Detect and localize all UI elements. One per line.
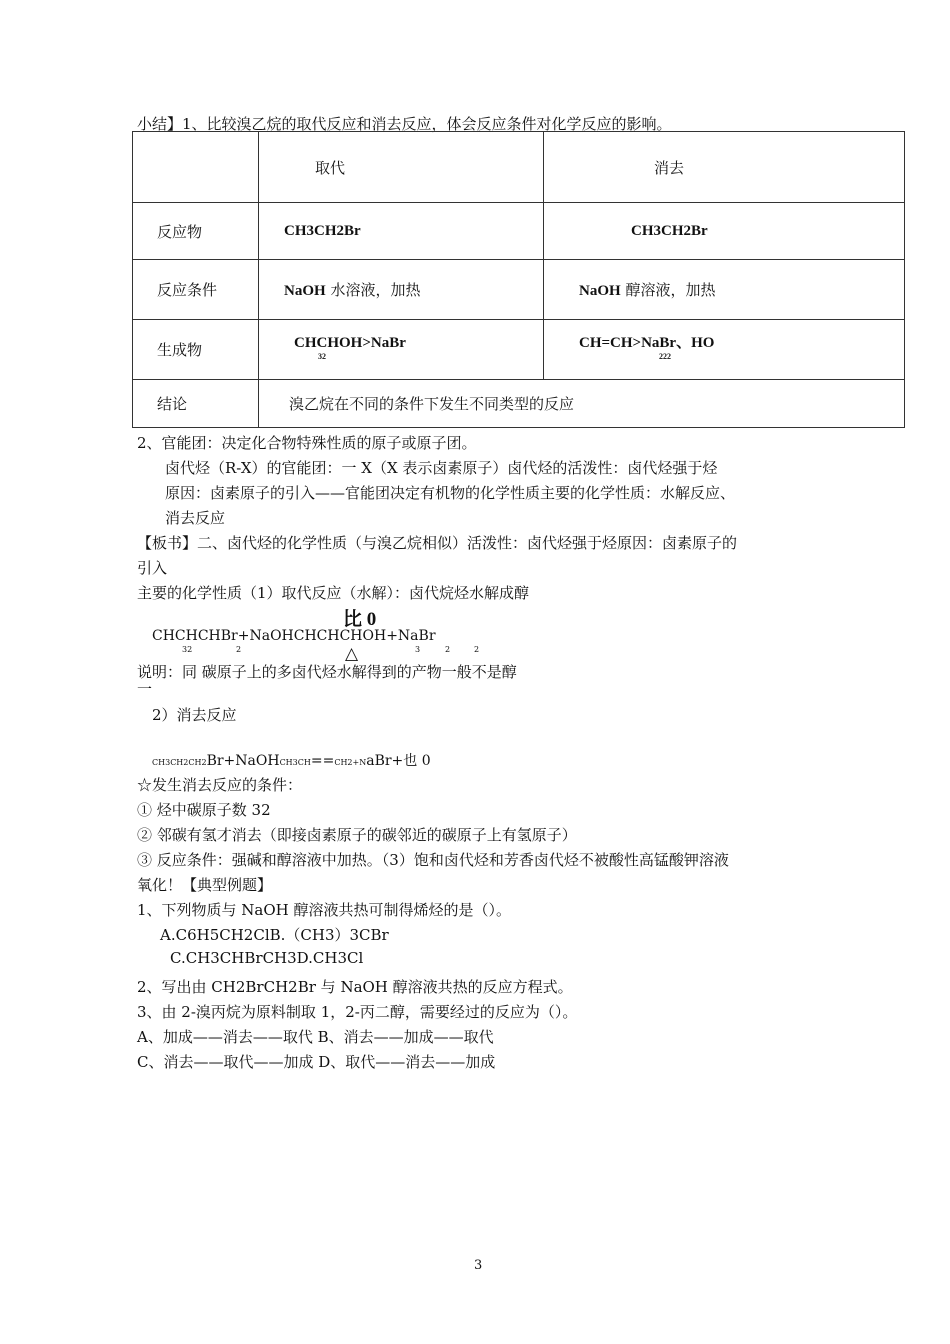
header-substitution: 取代	[259, 132, 544, 203]
condition-substitution	[259, 260, 544, 320]
line-dash: 一	[137, 680, 153, 698]
eq2-part: CH3CH	[279, 758, 311, 767]
table-row-product	[133, 320, 905, 380]
product-elim-formula: CH=CH>NaBr、HO	[579, 334, 715, 351]
row-label: 反应物	[133, 203, 259, 260]
condition-elim-bold: NaOH	[579, 283, 621, 299]
line-examples: 氧化！【典型例题】	[137, 876, 273, 894]
eq-index: 3	[415, 645, 421, 654]
product-elimination	[544, 320, 905, 380]
question-2: 2、写出由 CH2BrCH2Br 与 NaOH 醇溶液共热的反应方程式。	[137, 978, 573, 996]
row-label: 反应条件	[133, 260, 259, 320]
line-reason: 原因：卤素原子的引入——官能团决定有机物的化学性质主要的化学性质：水解反应、	[165, 484, 736, 502]
condition-elim-rest: 醇溶液，加热	[625, 281, 716, 299]
eq-index: 32	[182, 645, 193, 654]
question-3: 3、由 2-溴丙烷为原料制取 1，2-丙二醇，需要经过的反应为（）。	[137, 1003, 578, 1021]
equation-hydrolysis: CHCHCHBr+NaOHCHCHCHOH+NaBr	[152, 628, 436, 644]
summary-title: 小结】1、比较溴乙烷的取代反应和消去反应，体会反应条件对化学反应的影响。	[137, 115, 672, 133]
eq2-part: Br+NaOH	[206, 753, 280, 769]
product-substitution	[259, 320, 544, 380]
heat-symbol: △	[345, 644, 359, 664]
line-cond-2: ② 邻碳有氢才消去（即接卤素原子的碳邻近的碳原子上有氢原子）	[137, 826, 577, 844]
eq2-part: ==	[310, 753, 335, 769]
table-header-row	[133, 132, 905, 203]
page-number: 3	[474, 1258, 483, 1273]
line-intro: 引入	[137, 559, 168, 577]
eq2-part: CH3CH2CH2	[152, 758, 207, 767]
question-3-options-ab: A、加成——消去——取代 B、消去——加成——取代	[137, 1028, 494, 1046]
table-row-reactant	[133, 203, 905, 260]
product-sub-formula: CHCHOH>NaBr	[294, 334, 406, 351]
condition-sub-bold: NaOH	[284, 283, 326, 299]
condition-sub-rest: 水溶液，加热	[330, 281, 421, 299]
conclusion-text: 溴乙烷在不同的条件下发生不同类型的反应	[259, 380, 905, 428]
table-row-conclusion	[133, 380, 905, 428]
header-elimination: 消去	[544, 132, 905, 203]
question-1-options-cd: C.CH3CHBrCH3D.CH3Cl	[170, 949, 364, 967]
equation-annotation: 比 0	[343, 609, 377, 630]
equation-elimination	[152, 750, 431, 770]
product-sub-index: 32	[318, 351, 326, 361]
condition-elimination	[544, 260, 905, 320]
table-row-condition	[133, 260, 905, 320]
line-board: 【板书】二、卤代烃的化学性质（与溴乙烷相似）活泼性：卤代烃强于烃原因：卤素原子的	[137, 534, 738, 552]
product-elim-index: 222	[659, 351, 671, 361]
line-cond-3: ③ 反应条件：强碱和醇溶液中加热。（3）饱和卤代烃和芳香卤代烃不被酸性高锰酸钾溶液	[137, 851, 729, 869]
line-halide-group: 卤代烃（R-X）的官能团：一 X（X 表示卤素原子）卤代烃的活泼性：卤代烃强于烃	[165, 459, 718, 477]
row-label: 结论	[133, 380, 259, 428]
comparison-table	[132, 131, 905, 428]
line-elimination-heading: 2）消去反应	[152, 706, 237, 724]
question-1: 1、下列物质与 NaOH 醇溶液共热可制得烯烃的是（）。	[137, 901, 512, 919]
header-empty	[133, 132, 259, 203]
row-label: 生成物	[133, 320, 259, 380]
line-conditions: ☆发生消去反应的条件：	[137, 776, 303, 794]
eq-index: 2	[445, 645, 451, 654]
reactant-elimination: CH3CH2Br	[544, 203, 905, 260]
line-main-property: 主要的化学性质（1）取代反应（水解）：卤代烷烃水解成醇	[137, 584, 530, 602]
reactant-substitution: CH3CH2Br	[259, 203, 544, 260]
question-3-options-cd: C、消去——取代——加成 D、取代——消去——加成	[137, 1053, 496, 1071]
question-1-options-ab: A.C6H5CH2ClB.（CH3）3CBr	[160, 926, 389, 944]
line-cond-1: ① 烃中碳原子数 32	[137, 801, 271, 819]
eq2-part: CH2+N	[334, 758, 367, 767]
line-elimination: 消去反应	[165, 509, 226, 527]
eq-index: 2	[474, 645, 480, 654]
eq2-part: aBr+也 0	[366, 753, 431, 769]
eq-index: 2	[236, 645, 242, 654]
line-functional-group: 2、官能团：决定化合物特殊性质的原子或原子团。	[137, 434, 477, 452]
line-note: 说明：同 碳原子上的多卤代烃水解得到的产物一般不是醇	[137, 663, 517, 681]
